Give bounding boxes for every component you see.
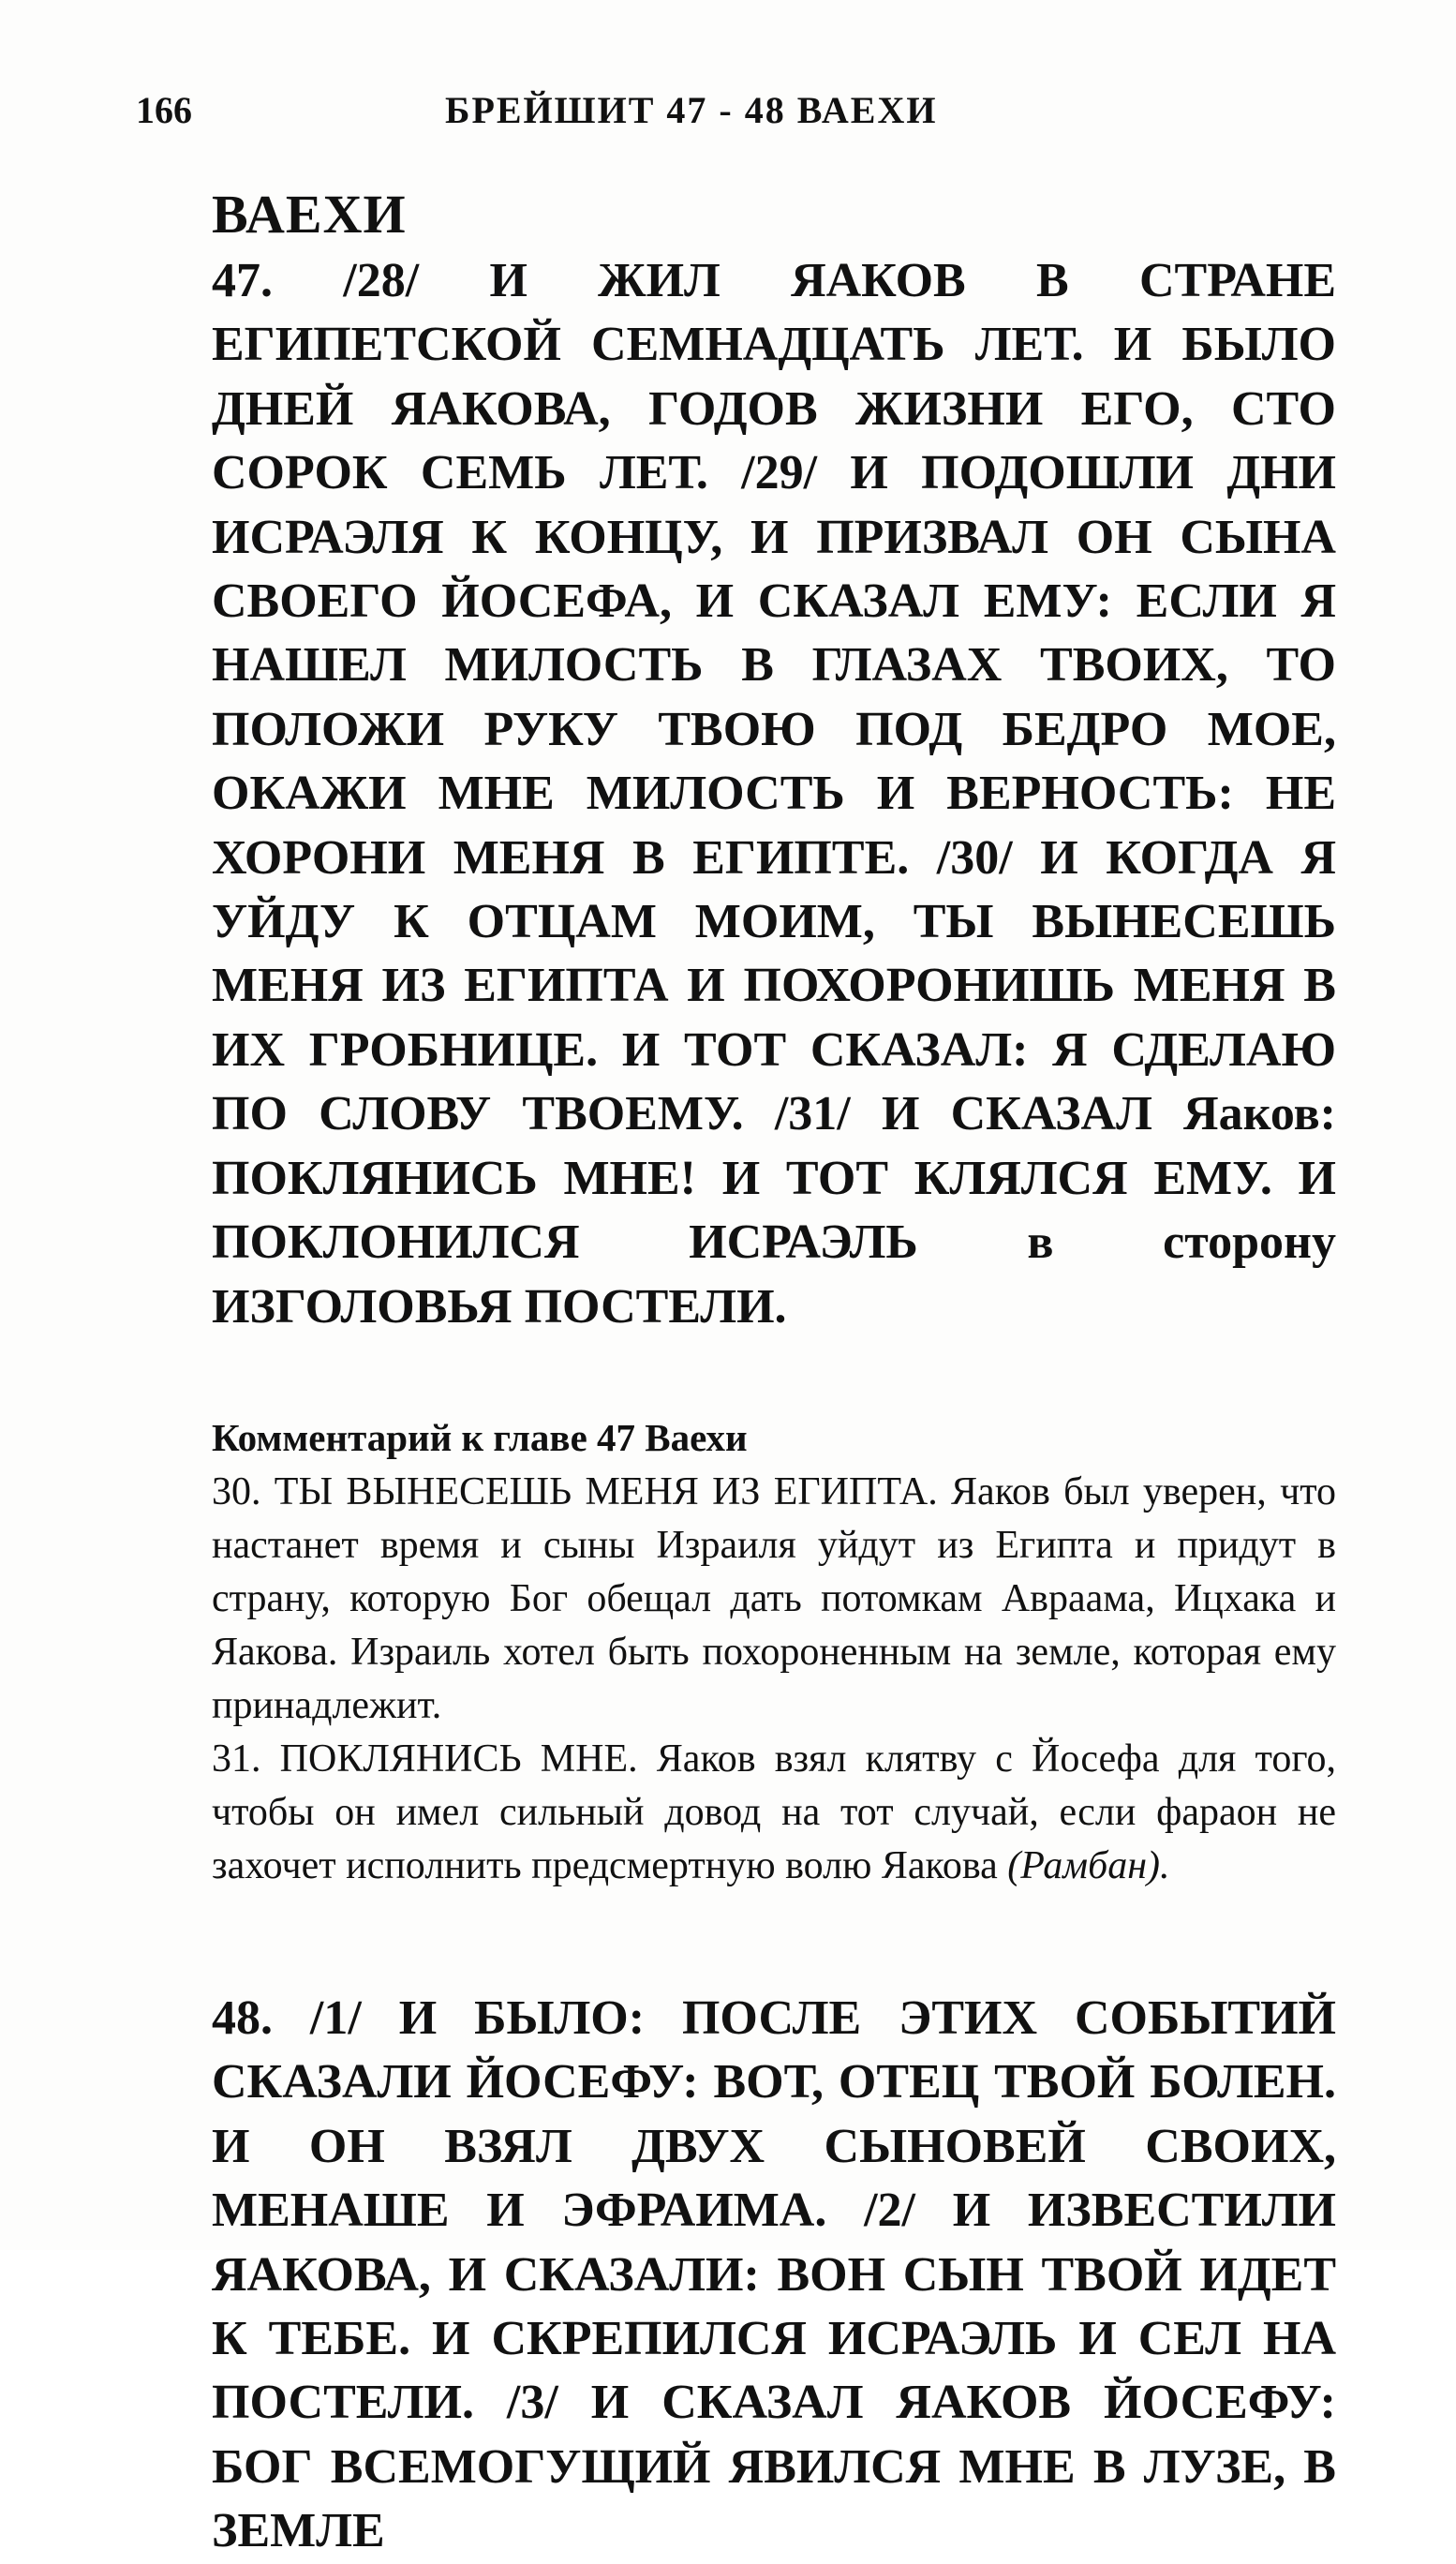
commentary-note-31-text: 31. ПОКЛЯНИСЬ МНЕ. Яаков взял клятву с Йосефа для того, чтобы он имел сильный довод на тот случай, если фараон не захочет исполнить предсмертную волю Яакова (212, 1737, 1336, 1887)
section-title: ВАЕХИ (212, 184, 407, 245)
commentary-section (212, 1409, 1336, 1893)
torah-text-chapter-48: 48. /1/ И БЫЛО: ПОСЛЕ ЭТИХ СОБЫТИЙ СКАЗАЛИ ЙОСЕФУ: ВОТ, ОТЕЦ ТВОЙ БОЛЕН. И ОН ВЗЯЛ ДВУХ СЫНОВЕЙ СВОИХ, МЕНАШЕ И ЭФРАИМА. /2/ И ИЗВЕСТИЛИ ЯАКОВА, И СКАЗАЛИ: ВОН СЫН ТВОЙ ИДЕТ К ТЕБЕ. И СКРЕПИЛСЯ ИСРАЭЛЬ И СЕЛ НА ПОСТЕЛИ. /3/ И СКАЗАЛ ЯАКОВ ЙОСЕФУ: БОГ ВСЕМОГУЩИЙ ЯВИЛСЯ МНЕ В ЛУЗЕ, В ЗЕМЛЕ (212, 1990, 1336, 2558)
commentary-heading: Комментарий к главе 47 Ваехи (212, 1415, 748, 1459)
commentary-source-ramban: (Рамбан). (1007, 1843, 1170, 1887)
torah-text-chapter-47: 47. /28/ И ЖИЛ ЯАКОВ В СТРАНЕ ЕГИПЕТСКОЙ СЕМНАДЦАТЬ ЛЕТ. И БЫЛО ДНЕЙ ЯАКОВА, ГОДОВ ЖИЗНИ ЕГО, СТО СОРОК СЕМЬ ЛЕТ. /29/ И ПОДОШЛИ ДНИ ИСРАЭЛЯ К КОНЦУ, И ПРИЗВАЛ ОН СЫНА СВОЕГО ЙОСЕФА, И СКАЗАЛ ЕМУ: ЕСЛИ Я НАШЕЛ МИЛОСТЬ В ГЛАЗАХ ТВОИХ, ТО ПОЛОЖИ РУКУ ТВОЮ ПОД БЕДРО МОЕ, ОКАЖИ МНЕ МИЛОСТЬ И ВЕРНОСТЬ: НЕ ХОРОНИ МЕНЯ В ЕГИПТЕ. /30/ И КОГДА Я УЙДУ К ОТЦАМ МОИМ, ТЫ ВЫНЕСЕШЬ МЕНЯ ИЗ ЕГИПТА И ПОХОРОНИШЬ МЕНЯ В ИХ ГРОБНИЦЕ. И ТОТ СКАЗАЛ: Я СДЕЛАЮ ПО СЛОВУ ТВОЕМУ. /31/ И СКАЗАЛ Яаков: ПОКЛЯНИСЬ МНЕ! И ТОТ КЛЯЛСЯ ЕМУ. И ПОКЛОНИЛСЯ ИСРАЭЛЬ в сторону ИЗГОЛОВЬЯ ПОСТЕЛИ. (212, 254, 1336, 1334)
page-number: 166 (136, 89, 192, 131)
commentary-note-30: 30. ТЫ ВЫНЕСЕШЬ МЕНЯ ИЗ ЕГИПТА. Яаков был уверен, что настанет время и сыны Израиля уйдут из Египта и придут в страну, которую Бог обещал дать потомкам Авраама, Ицхака и Яакова. Израиль хотел быть похороненным на земле, которая ему принадлежит. (212, 1469, 1336, 1727)
commentary-note-31 (212, 1733, 1336, 1893)
page-header (136, 82, 1333, 139)
page-content (212, 180, 1336, 2564)
running-head: БРЕЙШИТ 47 - 48 ВАЕХИ (445, 89, 938, 131)
